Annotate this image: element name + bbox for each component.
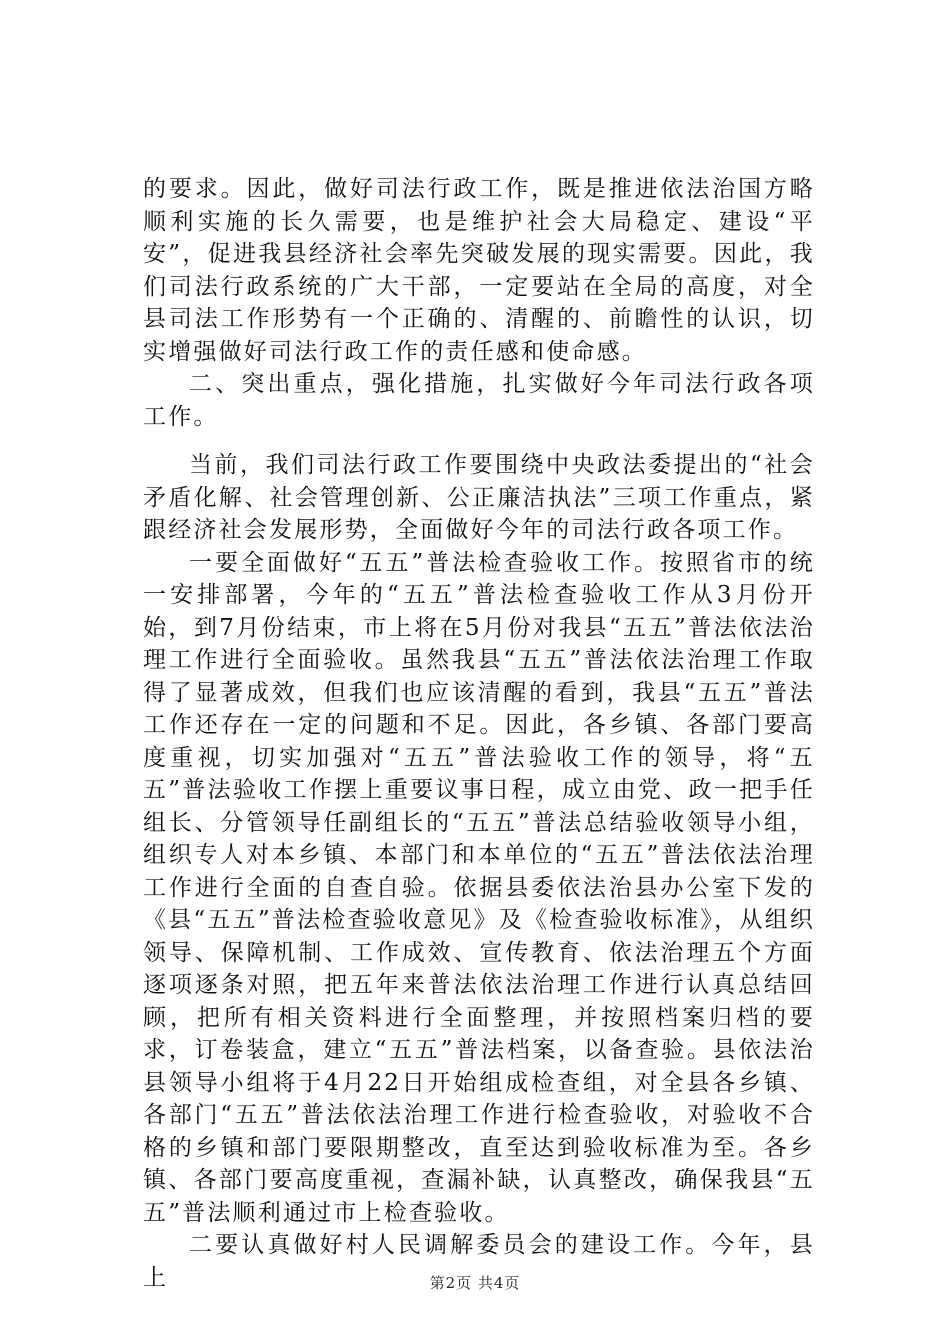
section-heading: 二、突出重点，强化措施，扎实做好今年司法行政各项工作。	[143, 371, 815, 430]
paragraph-item-one: 一要全面做好“五五”普法检查验收工作。按照省市的统一安排部署，今年的“五五”普法检查验收工作从3月份开始，到7月份结束，市上将在5月份对我县“五五”普法依法治理工作进行全面验收。虽然我县“五五”普法依法治理工作取得了显著成效，但我们也应该清醒的看到，我县“五五”普法工作还存在一定的问题和不足。因此，各乡镇、各部门要高度重视，切实加强对“五五”普法验收工作的领导，将“五五”普法验收工作摆上重要议事日程，成立由党、政一把手任组长、分管领导任副组长的“五五”普法总结验收领导小组，组织专人对本乡镇、本部门和本单位的“五五”普法依法治理工作进行全面的自查自验。依据县委依法治县办公室下发的《县“五五”普法检查验收意见》及《检查验收标准》，从组织领导、保障机制、工作成效、宣传教育、依法治理五个方面逐项逐条对照，把五年来普法依法治理工作进行认真总结回顾，把所有相关资料进行全面整理，并按照档案归档的要求，订卷装盒，建立“五五”普法档案，以备查验。县依法治县领导小组将于4月22日开始组成检查组，对全县各乡镇、各部门“五五”普法依法治理工作进行检查验收，对验收不合格的乡镇和部门要限期整改，直至达到验收标准为至。各乡镇、各部门要高度重视，查漏补缺，认真整改，确保我县“五五”普法顺利通过市上检查验收。	[143, 549, 815, 1226]
document-body	[143, 173, 815, 1294]
page-number-footer: 第2页 共4页	[429, 1274, 521, 1292]
paragraph-item-two: 二要认真做好村人民调解委员会的建设工作。今年，县上	[143, 1232, 815, 1291]
paragraph-intro: 当前，我们司法行政工作要围绕中央政法委提出的“社会矛盾化解、社会管理创新、公正廉洁执法”三项工作重点，紧跟经济社会发展形势，全面做好今年的司法行政各项工作。	[143, 452, 815, 543]
paragraph-continuation: 的要求。因此，做好司法行政工作，既是推进依法治国方略顺利实施的长久需要，也是维护社会大局稳定、建设“平安”，促进我县经济社会率先突破发展的现实需要。因此，我们司法行政系统的广大干部，一定要站在全局的高度，对全县司法工作形势有一个正确的、清醒的、前瞻性的认识，切实增强做好司法行政工作的责任感和使命感。	[143, 176, 815, 365]
